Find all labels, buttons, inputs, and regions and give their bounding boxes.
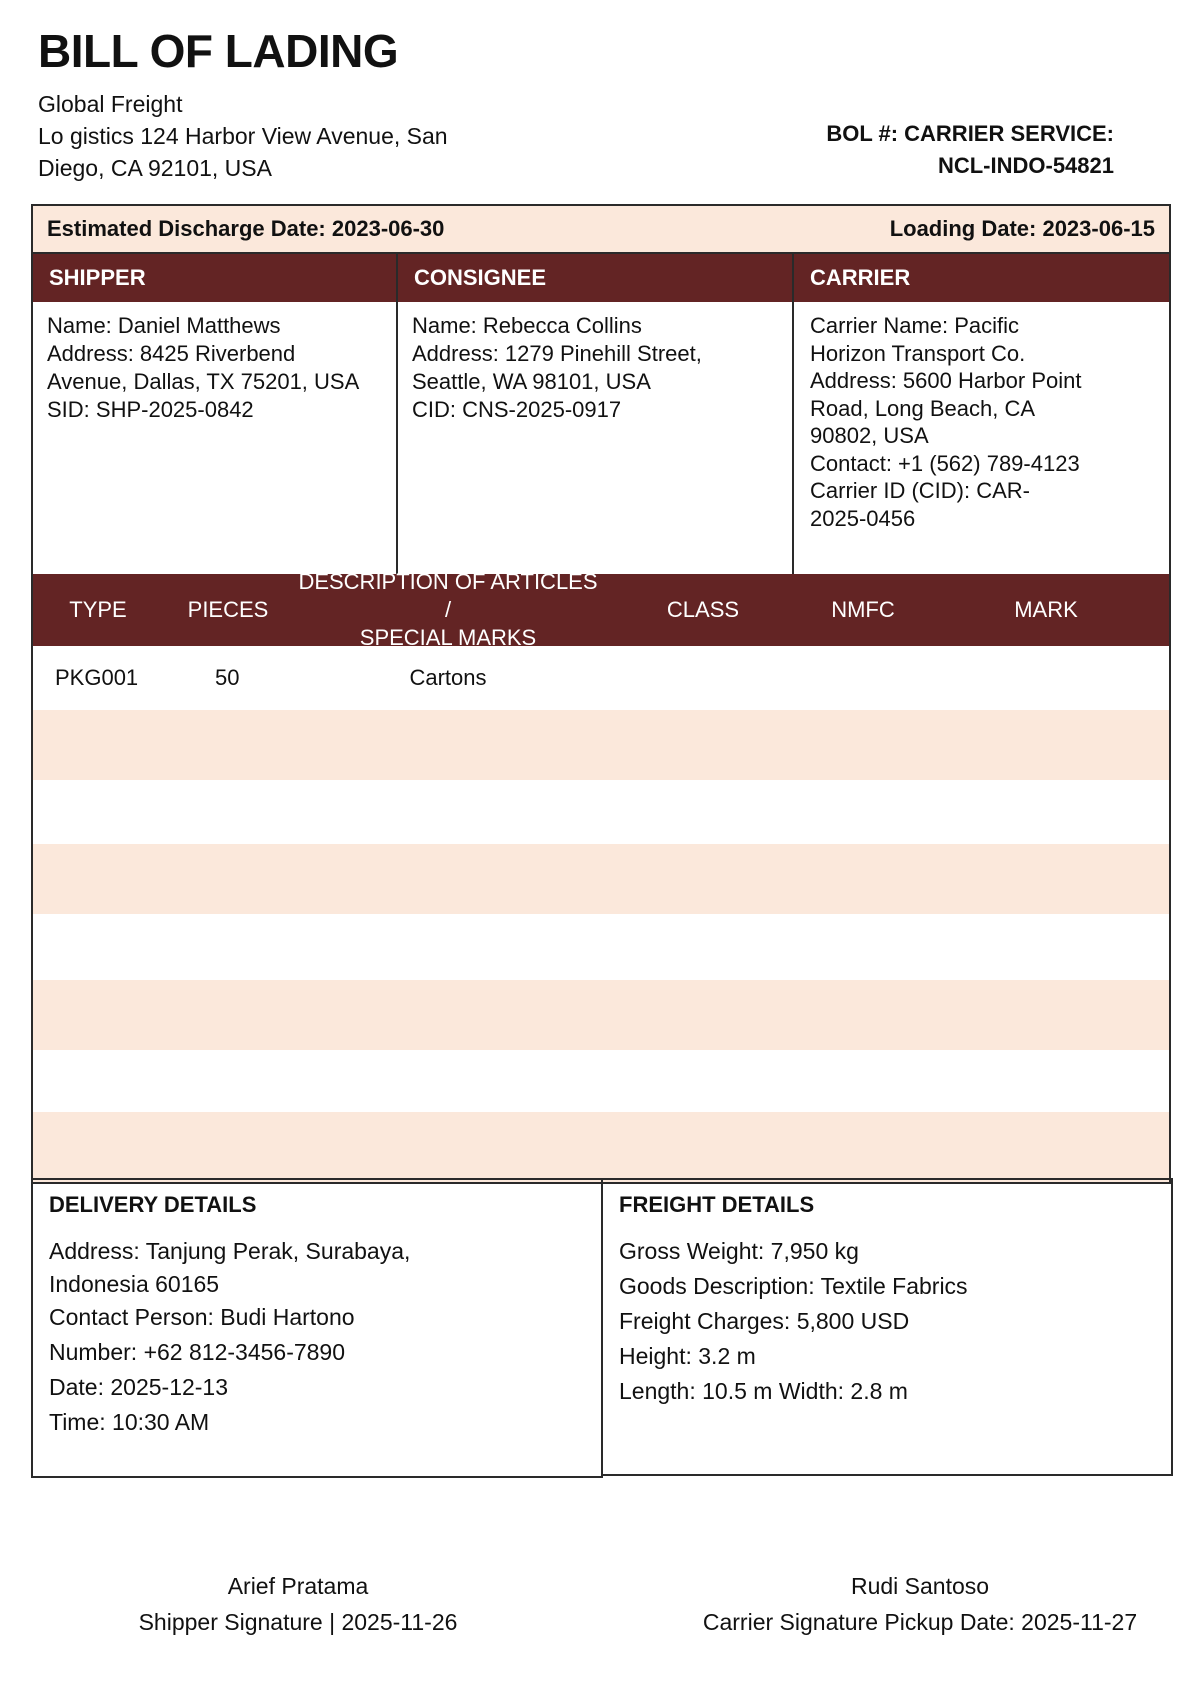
shipper-line: Address: 8425 Riverbend	[47, 341, 296, 366]
company-line: Global Freight	[38, 91, 183, 117]
company-line: Lo gistics 124 Harbor View Avenue, San	[38, 123, 448, 149]
table-row-empty	[33, 1112, 1169, 1182]
table-row-empty	[33, 780, 1169, 844]
shipper-signature-name: Arief Pratama	[227, 1573, 369, 1599]
freight-line: Gross Weight: 7,950 kg	[619, 1238, 859, 1264]
table-row-empty	[33, 844, 1169, 914]
table-row-empty	[33, 980, 1169, 1050]
shipper-line: SID: SHP-2025-0842	[47, 397, 254, 422]
discharge-date: Estimated Discharge Date: 2023-06-30	[47, 216, 445, 241]
col-mark: MARK	[1014, 597, 1078, 622]
table-row	[33, 646, 1169, 710]
parties-header	[33, 254, 1169, 302]
col-description	[293, 568, 603, 652]
items-table-header	[33, 569, 1169, 650]
delivery-line: Contact Person: Budi Hartono	[49, 1304, 355, 1330]
cell-type: PKG001	[55, 665, 139, 690]
company-address	[38, 88, 448, 184]
dates-bar	[33, 206, 1169, 254]
cell-pieces: 50	[215, 665, 240, 690]
consignee-line: CID: CNS-2025-0917	[412, 397, 622, 422]
parties-body	[33, 302, 1169, 574]
col-class: CLASS	[666, 597, 740, 622]
shipper-heading: SHIPPER	[33, 254, 398, 302]
shipper-info	[33, 302, 398, 574]
carrier-signature-caption: Carrier Signature Pickup Date: 2025-11-27	[702, 1609, 1138, 1635]
table-row-empty	[33, 1050, 1169, 1112]
table-row-empty	[33, 710, 1169, 780]
carrier-signature-name: Rudi Santoso	[850, 1573, 990, 1599]
carrier-line: Address: 5600 Harbor Point	[810, 368, 1082, 393]
shipper-line: Avenue, Dallas, TX 75201, USA	[47, 369, 360, 394]
consignee-info	[398, 302, 794, 574]
carrier-line: Carrier Name: Pacific	[810, 313, 1020, 338]
col-nmfc: NMFC	[831, 597, 895, 622]
carrier-line: 2025-0456	[810, 505, 916, 531]
freight-line: Length: 10.5 m Width: 2.8 m	[619, 1378, 908, 1404]
delivery-line: Number: +62 812-3456-7890	[49, 1339, 346, 1365]
bol-number: NCL-INDO-54821	[937, 153, 1114, 178]
loading-date: Loading Date: 2023-06-15	[889, 216, 1155, 241]
col-pieces: PIECES	[187, 597, 269, 622]
freight-details-box	[601, 1178, 1173, 1476]
col-type: TYPE	[69, 597, 127, 622]
table-row-empty	[33, 914, 1169, 980]
carrier-line: 90802, USA	[810, 423, 929, 448]
col-description-line: DESCRIPTION OF ARTICLES /	[298, 569, 598, 622]
carrier-heading: CARRIER	[810, 265, 911, 290]
delivery-line: Indonesia 60165	[49, 1271, 220, 1297]
shipper-signature	[100, 1568, 496, 1640]
delivery-line: Address: Tanjung Perak, Surabaya,	[49, 1238, 411, 1264]
delivery-line: Date: 2025-12-13	[49, 1374, 229, 1400]
bill-of-lading-form	[31, 204, 1171, 1184]
consignee-line: Seattle, WA 98101, USA	[412, 369, 651, 394]
carrier-line: Horizon Transport Co.	[810, 340, 1026, 366]
delivery-line: Time: 10:30 AM	[49, 1409, 210, 1435]
freight-line: Goods Description: Textile Fabrics	[619, 1273, 968, 1299]
carrier-line: Contact: +1 (562) 789-4123	[810, 450, 1080, 476]
delivery-details-title: DELIVERY DETAILS	[49, 1192, 257, 1217]
carrier-line: Road, Long Beach, CA	[810, 395, 1036, 421]
cell-description: Cartons	[409, 665, 487, 690]
col-description-line: SPECIAL MARKS	[359, 625, 537, 650]
shipper-line: Name: Daniel Matthews	[47, 313, 281, 338]
consignee-line: Name: Rebecca Collins	[412, 313, 642, 338]
freight-line: Height: 3.2 m	[619, 1343, 756, 1369]
carrier-info	[794, 302, 1169, 574]
company-line: Diego, CA 92101, USA	[38, 155, 272, 181]
carrier-signature	[670, 1568, 1170, 1640]
carrier-line: Carrier ID (CID): CAR-	[810, 478, 1030, 503]
bol-label: BOL #: CARRIER SERVICE:	[826, 121, 1114, 146]
delivery-details-box	[31, 1178, 603, 1478]
freight-line: Freight Charges: 5,800 USD	[619, 1308, 910, 1334]
shipper-signature-caption: Shipper Signature | 2025-11-26	[138, 1609, 458, 1635]
bol-number-block	[826, 118, 1114, 182]
details-section	[31, 1178, 1173, 1478]
consignee-heading: CONSIGNEE	[398, 254, 794, 302]
freight-details-title: FREIGHT DETAILS	[619, 1192, 815, 1217]
consignee-line: Address: 1279 Pinehill Street,	[412, 341, 702, 366]
document-title: BILL OF LADING	[38, 25, 399, 77]
items-table-body	[33, 646, 1169, 1182]
